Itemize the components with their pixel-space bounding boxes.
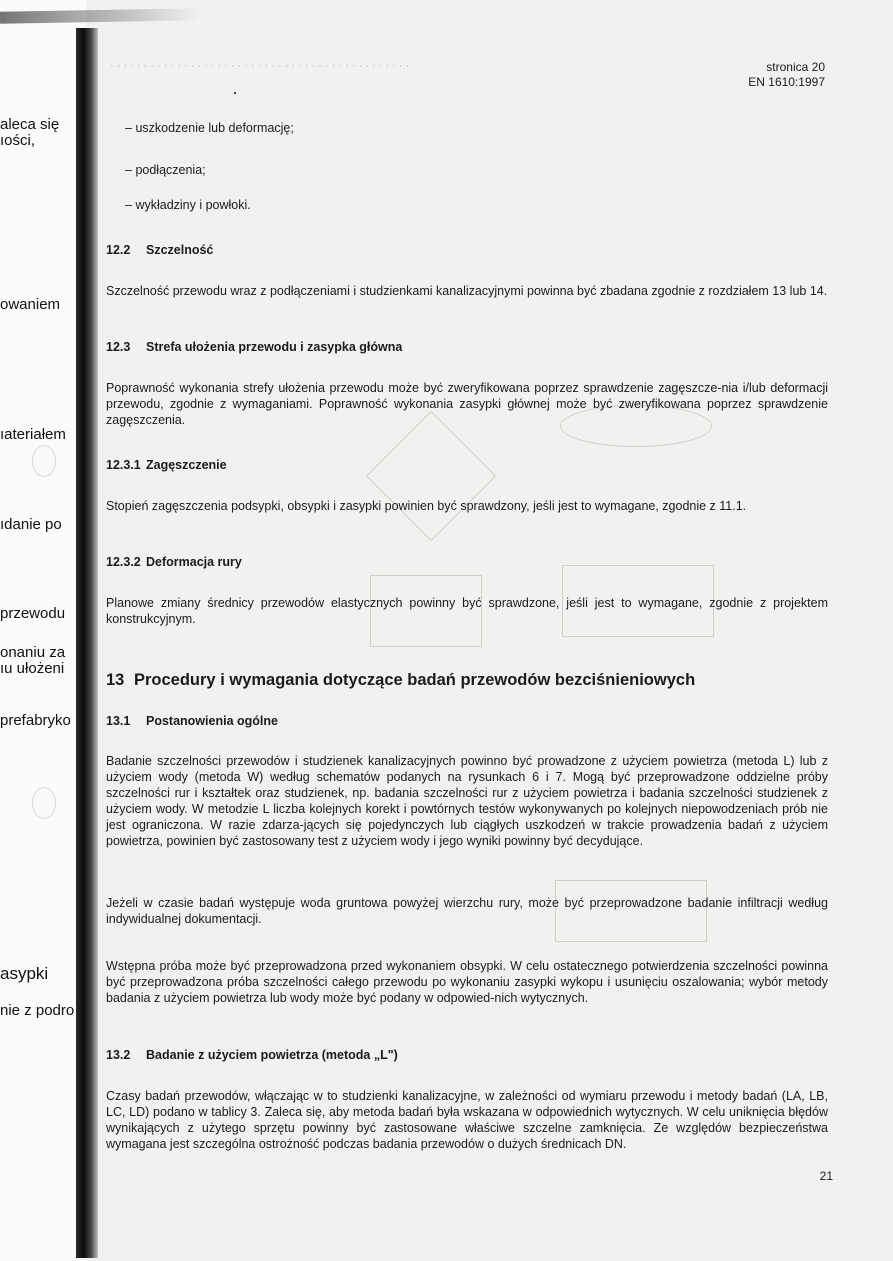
section-number: 12.3 xyxy=(106,340,131,354)
chapter-number: 13 xyxy=(106,671,125,689)
list-item xyxy=(125,121,294,135)
section-number: 12.3.2 xyxy=(106,555,141,569)
chapter-title: Procedury i wymagania dotyczące badań przewodów bezciśnieniowych xyxy=(134,671,696,689)
prev-page-fragment: przewodu xyxy=(0,605,66,622)
dash: – xyxy=(125,198,132,212)
paragraph: Badanie szczelności przewodów i studzienek kanalizacyjnych powinno być prowadzone z użyciem powietrza (metoda L) lub z użyciem wody (metoda W) według schematów podanych na rysunkach 6 i 7. Mogą być przeprowadzone oddzielne próby szczelności rur i kształtek oraz studzienek, np. badania szczelności rur z użyciem powietrza i badania szczelności studzienek z użyciem wody. W metodzie L liczba kolejnych korekt i powtórnych testów wykonywanych po kolejnych niepowodzeniach prób nie jest ograniczona. W razie zdarza-jących się pojedynczych lub ciągłych uszkodzeń w trakcie prowadzenia badań z użyciem powietrza, powinien być zastosowany test z użyciem wody i jego wyniki powinny być decydujące. xyxy=(106,754,828,848)
dash: – xyxy=(125,163,132,177)
paragraph: Szczelność przewodu wraz z podłączeniami i studzienkami kanalizacyjnymi powinna być zbadana zgodnie z rozdziałem 13 lub 14. xyxy=(106,284,828,298)
section-number: 13.2 xyxy=(106,1048,131,1062)
punch-hole xyxy=(32,787,56,819)
list-item xyxy=(125,198,251,212)
scan-artifact xyxy=(0,8,200,23)
list-item-text: podłączenia; xyxy=(135,163,206,177)
prev-page-fragment: owaniem xyxy=(0,296,61,313)
standard-number: EN 1610:1997 xyxy=(748,75,825,89)
section-title: Szczelność xyxy=(146,243,214,257)
binding-shadow xyxy=(76,28,98,1258)
show-through-text: · · · · · · · · · · · · · · · · · · · · · · · · · · · · · · · · · · · · · · · · · · · · · xyxy=(110,60,410,72)
paragraph: Czasy badań przewodów, włączając w to studzienki kanalizacyjne, w zależności od wymiaru przewodu i metody badań (LA, LB, LC, LD) podano w tablicy 3. Zaleca się, aby metoda badań była wskazana w odpowiednich wytycznych. W celu uniknięcia błędów wynikających z użytego sprzętu powinny być zastosowane właściwe szczelne zamknięcia. Ze względów bezpieczeństwa wymagana jest szczególna ostrożność podczas badania przewodów o dużych średnicach DN. xyxy=(106,1089,828,1151)
section-number: 12.3.1 xyxy=(106,458,141,472)
list-item xyxy=(125,163,206,177)
paragraph: Stopień zagęszczenia podsypki, obsypki i zasypki powinien być sprawdzony, jeśli jest to wymagane, zgodnie z 11.1. xyxy=(106,499,747,513)
prev-page-fragment: ıu ułożeni xyxy=(0,660,65,677)
section-number: 12.2 xyxy=(106,243,131,257)
paragraph: Jeżeli w czasie badań występuje woda gruntowa powyżej wierzchu rury, może być przeprowadzone badanie infiltracji według indywidualnej dokumentacji. xyxy=(106,896,828,926)
list-item-text: wykładziny i powłoki. xyxy=(135,198,251,212)
prev-page-fragment: aleca się xyxy=(0,116,60,133)
section-number: 13.1 xyxy=(106,714,131,728)
paragraph: Planowe zmiany średnicy przewodów elastycznych powinny być sprawdzone, jeśli jest to wymagane, zgodnie z projektem konstrukcyjnym. xyxy=(106,596,828,626)
section-heading xyxy=(106,1048,398,1062)
section-heading xyxy=(106,458,227,472)
previous-page-edge xyxy=(0,0,86,1261)
punch-hole xyxy=(32,445,56,477)
prev-page-fragment: onaniu za xyxy=(0,644,66,661)
prev-page-fragment: ıdanie po xyxy=(0,516,62,533)
prev-page-fragment: prefabryko xyxy=(0,712,71,729)
show-through-diamond xyxy=(366,411,496,541)
prev-page-fragment: ıości, xyxy=(0,132,36,149)
paragraph: Wstępna próba może być przeprowadzona przed wykonaniem obsypki. W celu ostatecznego potwierdzenia szczelności powinna być przeprowadzona próba szczelności całego przewodu po wykonaniu zasypki wykopu i usunięciu oszalowania; wybór metody badania z użyciem powietrza lub wody może być podany w odpowied-nich wytycznych. xyxy=(106,959,828,1005)
section-heading xyxy=(106,555,242,569)
list-item-text: uszkodzenie lub deformację; xyxy=(135,121,294,135)
section-heading xyxy=(106,340,402,354)
page-number: 21 xyxy=(819,1169,833,1183)
section-title: Badanie z użyciem powietrza (metoda „L") xyxy=(146,1048,398,1062)
page-label: stronica 20 xyxy=(766,60,825,74)
speck xyxy=(234,92,236,94)
dash: – xyxy=(125,121,132,135)
section-title: Strefa ułożenia przewodu i zasypka główna xyxy=(146,340,403,354)
chapter-heading xyxy=(106,671,695,690)
section-heading xyxy=(106,714,278,728)
section-heading xyxy=(106,243,213,257)
page-header xyxy=(748,60,825,90)
prev-page-fragment: asypki xyxy=(0,964,49,983)
prev-page-fragment: ıateriałem xyxy=(0,426,66,443)
paragraph: Poprawność wykonania strefy ułożenia przewodu może być zweryfikowana poprzez sprawdzenie zagęszcze-nia i/lub deformacji przewodu, zgodnie z wymaganiami. Poprawność wykonania zasypki głównej może być zweryfikowana poprzez sprawdzenie zagęszczenia. xyxy=(106,381,828,427)
section-title: Postanowienia ogólne xyxy=(146,714,278,728)
prev-page-fragment: nie z podro xyxy=(0,1002,75,1019)
section-title: Zagęszczenie xyxy=(146,458,227,472)
section-title: Deformacja rury xyxy=(146,555,242,569)
